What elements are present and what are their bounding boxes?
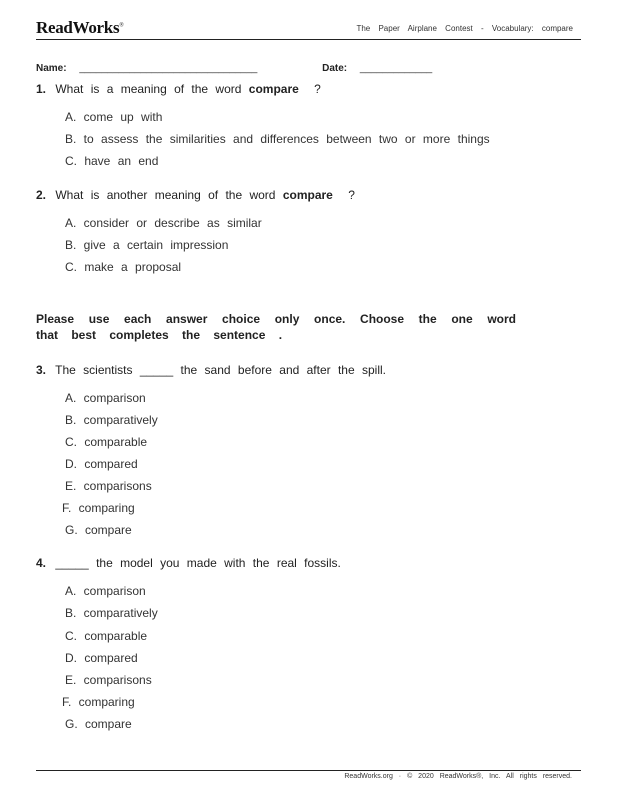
q2-option-c: C. make a proposal xyxy=(65,260,182,274)
q3-option-d: D. compared xyxy=(65,457,138,471)
document-title: The Paper Airplane Contest - Vocabulary: compare xyxy=(356,24,573,33)
page-header xyxy=(36,16,581,40)
name-date-row xyxy=(36,63,432,74)
q3-option-b: B. comparatively xyxy=(65,413,158,427)
question-number: 2. xyxy=(36,188,47,202)
date-blank: _____________ xyxy=(359,63,433,74)
question-1 xyxy=(36,82,321,96)
question-text: What is another meaning of the word xyxy=(55,188,276,202)
q4-option-c: C. comparable xyxy=(65,629,148,643)
question-number: 3. xyxy=(36,363,47,377)
q4-option-f: F. comparing xyxy=(62,695,135,709)
q3-option-c: C. comparable xyxy=(65,435,148,449)
q4-option-g: G. compare xyxy=(65,717,132,731)
date-label: Date: xyxy=(322,63,348,74)
q1-option-b: B. to assess the similarities and differences between two or more things xyxy=(65,132,490,146)
name-blank: ________________________________ xyxy=(79,63,258,74)
name-label: Name: xyxy=(36,63,67,74)
q3-option-e: E. comparisons xyxy=(65,479,152,493)
q1-option-a: A. come up with xyxy=(65,110,163,124)
q1-option-c: C. have an end xyxy=(65,154,159,168)
question-4 xyxy=(36,556,341,570)
question-number: 4. xyxy=(36,556,47,570)
question-mark: ? xyxy=(348,188,355,202)
instructions: Please use each answer choice only once. Choose the one word that best completes the sentence . xyxy=(36,312,516,342)
copyright-footer: ReadWorks.org · © 2020 ReadWorks®, Inc. All rights reserved. xyxy=(344,773,572,780)
q4-option-b: B. comparatively xyxy=(65,606,158,620)
question-text: What is a meaning of the word xyxy=(55,82,242,96)
header-divider xyxy=(36,39,581,40)
question-3 xyxy=(36,363,386,377)
vocab-word: compare xyxy=(282,188,333,202)
readworks-logo xyxy=(36,18,124,38)
question-mark: ? xyxy=(314,82,321,96)
q2-option-b: B. give a certain impression xyxy=(65,238,229,252)
question-text: _____ the model you made with the real fossils. xyxy=(55,556,341,570)
logo-mark: ® xyxy=(119,22,124,29)
vocab-word: compare xyxy=(248,82,299,96)
q4-option-d: D. compared xyxy=(65,651,138,665)
q3-option-g: G. compare xyxy=(65,523,132,537)
question-number: 1. xyxy=(36,82,47,96)
question-2 xyxy=(36,188,355,202)
q4-option-e: E. comparisons xyxy=(65,673,152,687)
logo-text: ReadWorks xyxy=(36,18,120,37)
footer-divider xyxy=(36,770,581,771)
q2-option-a: A. consider or describe as similar xyxy=(65,216,262,230)
question-text: The scientists _____ the sand before and after the spill. xyxy=(55,363,386,377)
q4-option-a: A. comparison xyxy=(65,584,146,598)
q3-option-a: A. comparison xyxy=(65,391,146,405)
q3-option-f: F. comparing xyxy=(62,501,135,515)
